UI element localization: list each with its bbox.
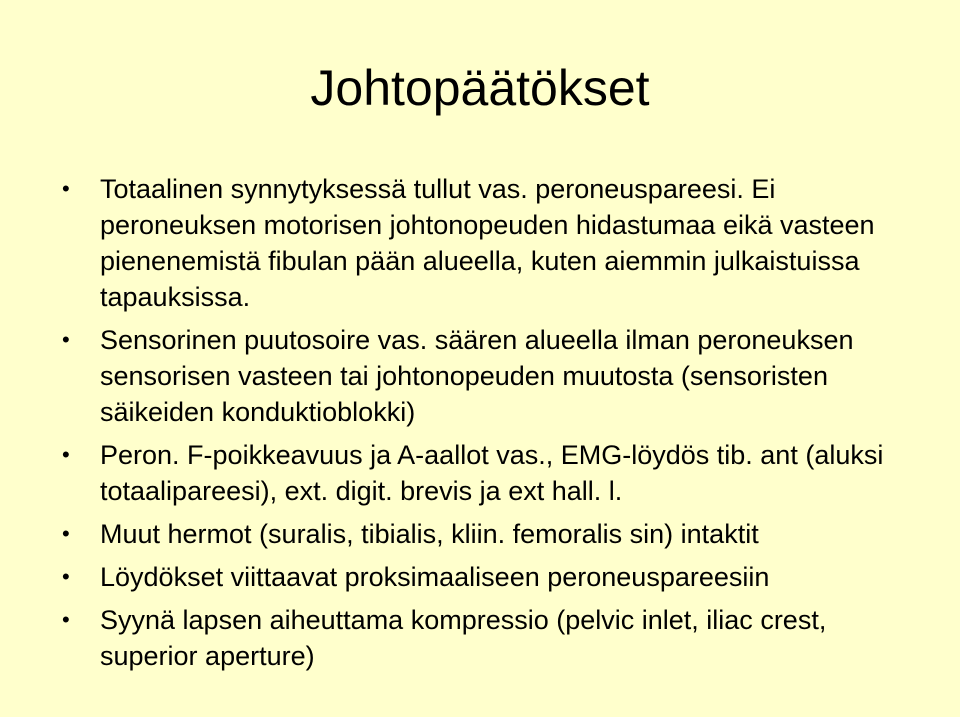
bullet-dot-icon: •	[62, 607, 70, 632]
bullet-item	[62, 559, 920, 595]
bullet-text: Syynä lapsen aiheuttama kompressio (pelvic inlet, iliac crest, superior aperture)	[100, 605, 827, 671]
slide-title: Johtopäätökset	[310, 60, 650, 116]
bullet-text: Peron. F-poikkeavuus ja A-aallot vas., EMG-löydös tib. ant (aluksi totaalipareesi), ext. digit. brevis ja ext hall. l.	[100, 440, 884, 506]
bullet-text: Muut hermot (suralis, tibialis, kliin. femoralis sin) intaktit	[100, 519, 759, 549]
bullet-dot-icon: •	[62, 564, 70, 589]
bullet-item	[62, 602, 920, 674]
bullet-item	[62, 516, 920, 552]
bullet-item	[62, 171, 920, 315]
bullet-text: Sensorinen puutosoire vas. säären alueella ilman peroneuksen sensorisen vasteen tai johtonopeuden muutosta (sensoristen säikeiden konduktioblokki)	[100, 325, 854, 427]
bullet-list	[62, 171, 920, 681]
bullet-dot-icon: •	[62, 327, 70, 352]
bullet-item	[62, 437, 920, 509]
bullet-item	[62, 322, 920, 430]
bullet-dot-icon: •	[62, 521, 70, 546]
bullet-dot-icon: •	[62, 442, 70, 467]
bullet-text: Totaalinen synnytyksessä tullut vas. peroneuspareesi. Ei peroneuksen motorisen johtonopeuden hidastumaa eikä vasteen pienenemistä fibulan pään alueella, kuten aiemmin julkaistuissa tapauksissa.	[100, 174, 875, 312]
bullet-text: Löydökset viittaavat proksimaaliseen peroneuspareesiin	[100, 562, 770, 592]
bullet-dot-icon: •	[62, 176, 70, 201]
